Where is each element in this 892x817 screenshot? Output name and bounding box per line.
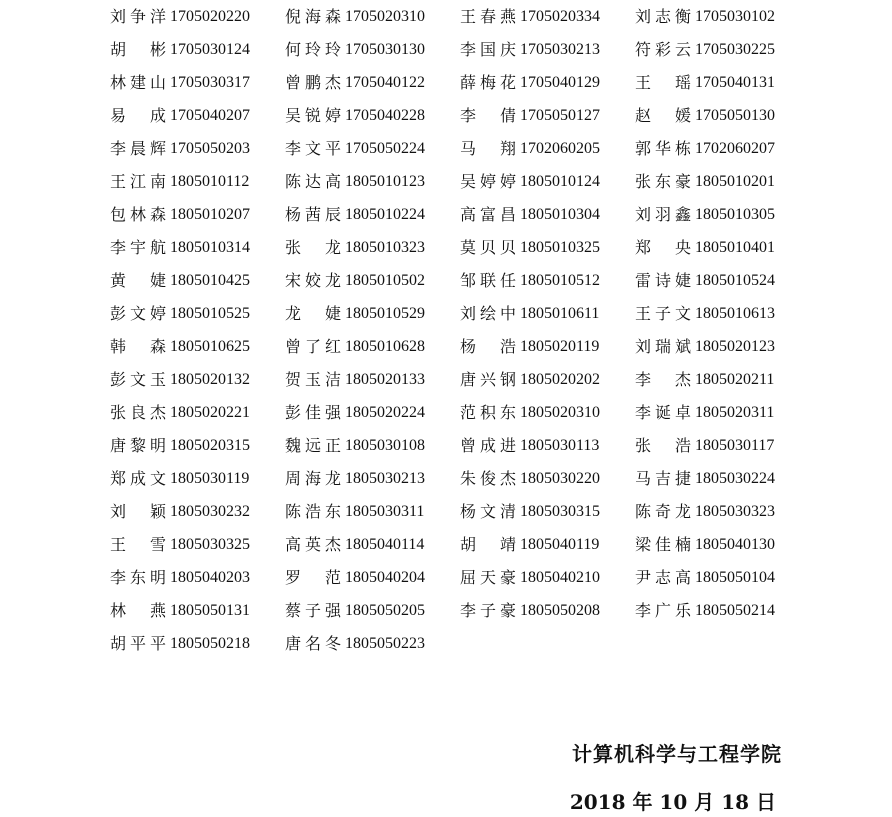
student-id: 1805050218 (170, 634, 250, 652)
student-name: 张 浩 (635, 435, 691, 455)
student-id: 1805050131 (170, 601, 250, 619)
roster-entry (460, 601, 635, 621)
student-name: 陈达高 (285, 171, 341, 191)
roster-entry (285, 337, 460, 357)
roster-entry (460, 205, 635, 225)
roster-entry (460, 502, 635, 522)
roster-row (110, 396, 810, 429)
student-name: 胡平平 (110, 633, 166, 653)
student-id: 1805020224 (345, 403, 425, 421)
student-name: 刘争洋 (110, 6, 166, 26)
student-name: 彭文婷 (110, 303, 166, 323)
roster-entry (460, 469, 635, 489)
student-id: 1805050205 (345, 601, 425, 619)
roster-entry (635, 106, 810, 126)
student-id: 1805010613 (695, 304, 775, 322)
student-name: 胡 彬 (110, 39, 166, 59)
roster-entry (635, 7, 810, 27)
roster-row (110, 297, 810, 330)
roster-entry (110, 73, 285, 93)
student-name: 杨 浩 (460, 336, 516, 356)
student-name: 李广乐 (635, 600, 691, 620)
student-id: 1805020211 (695, 370, 775, 388)
student-name: 胡 靖 (460, 534, 516, 554)
roster-entry (110, 205, 285, 225)
student-id: 1805030117 (695, 436, 775, 454)
student-name: 陈浩东 (285, 501, 341, 521)
student-name: 刘 颖 (110, 501, 166, 521)
roster-entry (285, 502, 460, 522)
student-id: 1705030317 (170, 73, 250, 91)
roster-row (110, 231, 810, 264)
roster-row (110, 33, 810, 66)
student-name: 梁佳楠 (635, 534, 691, 554)
student-name: 屈天豪 (460, 567, 516, 587)
roster-entry (110, 469, 285, 489)
roster-row (110, 165, 810, 198)
roster-entry (285, 469, 460, 489)
roster-entry (110, 40, 285, 60)
roster-entry (110, 601, 285, 621)
student-name: 高富昌 (460, 204, 516, 224)
student-id: 1805010304 (520, 205, 600, 223)
student-name: 王子文 (635, 303, 691, 323)
student-id: 1705040131 (695, 73, 775, 91)
roster-entry (635, 535, 810, 555)
student-name: 张东豪 (635, 171, 691, 191)
roster-entry (110, 172, 285, 192)
student-id: 1805010611 (520, 304, 600, 322)
student-name: 郑成文 (110, 468, 166, 488)
student-id: 1805020310 (520, 403, 600, 421)
student-id: 1805040210 (520, 568, 600, 586)
student-name: 杨文清 (460, 501, 516, 521)
student-id: 1805030323 (695, 502, 775, 520)
student-name: 郑 央 (635, 237, 691, 257)
student-id: 1805030213 (345, 469, 425, 487)
student-id: 1805050104 (695, 568, 775, 586)
student-name: 王江南 (110, 171, 166, 191)
roster-entry (460, 73, 635, 93)
roster-entry (460, 271, 635, 291)
roster-entry (460, 106, 635, 126)
student-id: 1805030232 (170, 502, 250, 520)
roster-entry (460, 139, 635, 159)
student-id: 1702060205 (520, 139, 600, 157)
roster-entry (635, 139, 810, 159)
roster-entry (635, 271, 810, 291)
roster-entry (285, 568, 460, 588)
student-id: 1805010224 (345, 205, 425, 223)
student-name: 符彩云 (635, 39, 691, 59)
student-name: 魏远正 (285, 435, 341, 455)
roster-entry (285, 139, 460, 159)
roster-row (110, 462, 810, 495)
roster-entry (285, 271, 460, 291)
student-id: 1705030213 (520, 40, 600, 58)
roster-entry (285, 436, 460, 456)
student-id: 1805030119 (170, 469, 250, 487)
student-name: 王 雪 (110, 534, 166, 554)
roster-entry (110, 238, 285, 258)
roster-entry (635, 469, 810, 489)
student-name: 李子豪 (460, 600, 516, 620)
student-id: 1702060207 (695, 139, 775, 157)
roster-entry (110, 502, 285, 522)
student-id: 1705030102 (695, 7, 775, 25)
roster-entry (285, 535, 460, 555)
roster-row (110, 66, 810, 99)
student-id: 1805030220 (520, 469, 600, 487)
student-name: 李宇航 (110, 237, 166, 257)
roster-entry (285, 73, 460, 93)
student-id: 1705050130 (695, 106, 775, 124)
student-name: 张良杰 (110, 402, 166, 422)
student-id: 1705040207 (170, 106, 250, 124)
student-name: 贺玉洁 (285, 369, 341, 389)
student-name: 范积东 (460, 402, 516, 422)
roster-entry (285, 403, 460, 423)
roster-row (110, 198, 810, 231)
roster-entry (285, 601, 460, 621)
roster-row (110, 99, 810, 132)
roster-row (110, 594, 810, 627)
roster-entry (110, 568, 285, 588)
student-id: 1805040114 (345, 535, 425, 553)
student-name: 李国庆 (460, 39, 516, 59)
roster-entry (285, 7, 460, 27)
student-name: 彭佳强 (285, 402, 341, 422)
roster-entry (635, 403, 810, 423)
student-name: 倪海森 (285, 6, 341, 26)
roster-entry (285, 106, 460, 126)
student-id: 1805020133 (345, 370, 425, 388)
roster-entry (635, 502, 810, 522)
student-id: 1705050203 (170, 139, 250, 157)
student-id: 1705050224 (345, 139, 425, 157)
student-name: 罗 范 (285, 567, 341, 587)
student-name: 包林森 (110, 204, 166, 224)
student-id: 1805030325 (170, 535, 250, 553)
student-name: 邹联任 (460, 270, 516, 290)
roster-row (110, 561, 810, 594)
student-name: 唐兴钢 (460, 369, 516, 389)
student-id: 1805010207 (170, 205, 250, 223)
roster-entry (635, 73, 810, 93)
student-id: 1805020311 (695, 403, 775, 421)
student-id: 1805010123 (345, 172, 425, 190)
roster-entry (110, 634, 285, 654)
student-id: 1805020315 (170, 436, 250, 454)
roster-entry (110, 403, 285, 423)
roster-entry (460, 436, 635, 456)
student-name: 刘瑞斌 (635, 336, 691, 356)
student-id: 1705020334 (520, 7, 600, 25)
student-name: 张 龙 (285, 237, 341, 257)
roster-entry (635, 436, 810, 456)
student-id: 1805030108 (345, 436, 425, 454)
student-id: 1805050223 (345, 634, 425, 652)
student-name: 龙 婕 (285, 303, 341, 323)
student-id: 1805010112 (170, 172, 250, 190)
student-id: 1805010628 (345, 337, 425, 355)
student-id: 1805040119 (520, 535, 600, 553)
roster-entry (635, 601, 810, 621)
student-name: 曾鹏杰 (285, 72, 341, 92)
student-name: 李晨辉 (110, 138, 166, 158)
roster-entry (635, 172, 810, 192)
student-name: 朱俊杰 (460, 468, 516, 488)
roster-entry (635, 205, 810, 225)
roster-entry (460, 370, 635, 390)
student-id: 1805010525 (170, 304, 250, 322)
student-id: 1805010524 (695, 271, 775, 289)
student-id: 1805010512 (520, 271, 600, 289)
student-id: 1805050214 (695, 601, 775, 619)
student-id: 1805010425 (170, 271, 250, 289)
roster-entry (460, 337, 635, 357)
student-name: 李东明 (110, 567, 166, 587)
student-id: 1805040204 (345, 568, 425, 586)
student-id: 1705040129 (520, 73, 600, 91)
roster-entry (285, 370, 460, 390)
student-id: 1805010325 (520, 238, 600, 256)
roster-entry (635, 40, 810, 60)
roster-row (110, 429, 810, 462)
student-id: 1805030113 (520, 436, 600, 454)
student-id: 1805010201 (695, 172, 775, 190)
roster-row (110, 264, 810, 297)
student-id: 1705030124 (170, 40, 250, 58)
student-name: 林 燕 (110, 600, 166, 620)
student-name: 韩 森 (110, 336, 166, 356)
student-id: 1805010124 (520, 172, 600, 190)
student-id: 1705050127 (520, 106, 600, 124)
student-name: 李 杰 (635, 369, 691, 389)
student-name: 唐黎明 (110, 435, 166, 455)
student-name: 曾成进 (460, 435, 516, 455)
student-name: 吴婷婷 (460, 171, 516, 191)
student-name: 周海龙 (285, 468, 341, 488)
student-name: 高英杰 (285, 534, 341, 554)
roster-entry (460, 172, 635, 192)
student-name: 郭华栋 (635, 138, 691, 158)
student-name: 马 翔 (460, 138, 516, 158)
roster-entry (460, 304, 635, 324)
roster-entry (635, 337, 810, 357)
student-name: 唐名冬 (285, 633, 341, 653)
student-roster (110, 0, 810, 660)
roster-entry (285, 205, 460, 225)
roster-entry (110, 304, 285, 324)
roster-entry (285, 634, 460, 654)
student-id: 1805030311 (345, 502, 425, 520)
student-name: 王春燕 (460, 6, 516, 26)
student-id: 1805020221 (170, 403, 250, 421)
student-name: 易 成 (110, 105, 166, 125)
student-name: 陈奇龙 (635, 501, 691, 521)
student-name: 黄 婕 (110, 270, 166, 290)
roster-entry (635, 304, 810, 324)
student-id: 1705030130 (345, 40, 425, 58)
student-id: 1805020202 (520, 370, 600, 388)
student-name: 雷诗婕 (635, 270, 691, 290)
roster-entry (460, 238, 635, 258)
student-name: 刘志衡 (635, 6, 691, 26)
student-id: 1805010401 (695, 238, 775, 256)
roster-entry (460, 40, 635, 60)
roster-entry (110, 271, 285, 291)
roster-row (110, 627, 810, 660)
student-id: 1805050208 (520, 601, 600, 619)
student-id: 1805020132 (170, 370, 250, 388)
student-id: 1705030225 (695, 40, 775, 58)
student-id: 1805010314 (170, 238, 250, 256)
roster-entry (460, 535, 635, 555)
student-id: 1705040228 (345, 106, 425, 124)
roster-entry (110, 370, 285, 390)
student-name: 曾了红 (285, 336, 341, 356)
roster-entry (285, 172, 460, 192)
student-name: 尹志高 (635, 567, 691, 587)
roster-row (110, 330, 810, 363)
roster-entry (635, 238, 810, 258)
roster-row (110, 132, 810, 165)
student-id: 1805020119 (520, 337, 600, 355)
roster-entry (110, 535, 285, 555)
student-id: 1805010502 (345, 271, 425, 289)
student-name: 薛梅花 (460, 72, 516, 92)
student-name: 李文平 (285, 138, 341, 158)
document-date: 2018 年 10 月 18 日 (569, 790, 776, 814)
student-name: 王 瑶 (635, 72, 691, 92)
student-name: 林建山 (110, 72, 166, 92)
student-name: 何玲玲 (285, 39, 341, 59)
student-id: 1805010305 (695, 205, 775, 223)
student-id: 1805010625 (170, 337, 250, 355)
roster-entry (635, 370, 810, 390)
student-name: 刘绘中 (460, 303, 516, 323)
student-name: 莫贝贝 (460, 237, 516, 257)
student-id: 1805030224 (695, 469, 775, 487)
roster-entry (285, 40, 460, 60)
student-name: 蔡子强 (285, 600, 341, 620)
student-name: 刘羽鑫 (635, 204, 691, 224)
student-name: 李诞卓 (635, 402, 691, 422)
roster-row (110, 495, 810, 528)
roster-row (110, 528, 810, 561)
roster-row (110, 363, 810, 396)
student-name: 杨茜辰 (285, 204, 341, 224)
student-id: 1705040122 (345, 73, 425, 91)
student-id: 1805040130 (695, 535, 775, 553)
roster-entry (110, 7, 285, 27)
student-id: 1805040203 (170, 568, 250, 586)
roster-entry (460, 403, 635, 423)
student-id: 1705020220 (170, 7, 250, 25)
roster-entry (460, 568, 635, 588)
school-name: 计算机科学与工程学院 (572, 742, 782, 766)
roster-row (110, 0, 810, 33)
roster-entry (635, 568, 810, 588)
student-name: 宋姣龙 (285, 270, 341, 290)
student-name: 赵 媛 (635, 105, 691, 125)
student-id: 1805020123 (695, 337, 775, 355)
student-name: 马吉捷 (635, 468, 691, 488)
roster-entry (110, 337, 285, 357)
student-name: 彭文玉 (110, 369, 166, 389)
student-name: 吴锐婷 (285, 105, 341, 125)
roster-entry (460, 7, 635, 27)
roster-entry (110, 106, 285, 126)
student-id: 1805030315 (520, 502, 600, 520)
roster-entry (110, 139, 285, 159)
student-id: 1805010323 (345, 238, 425, 256)
roster-entry (285, 238, 460, 258)
student-id: 1805010529 (345, 304, 425, 322)
student-name: 李 倩 (460, 105, 516, 125)
roster-entry (285, 304, 460, 324)
roster-entry (110, 436, 285, 456)
student-id: 1705020310 (345, 7, 425, 25)
